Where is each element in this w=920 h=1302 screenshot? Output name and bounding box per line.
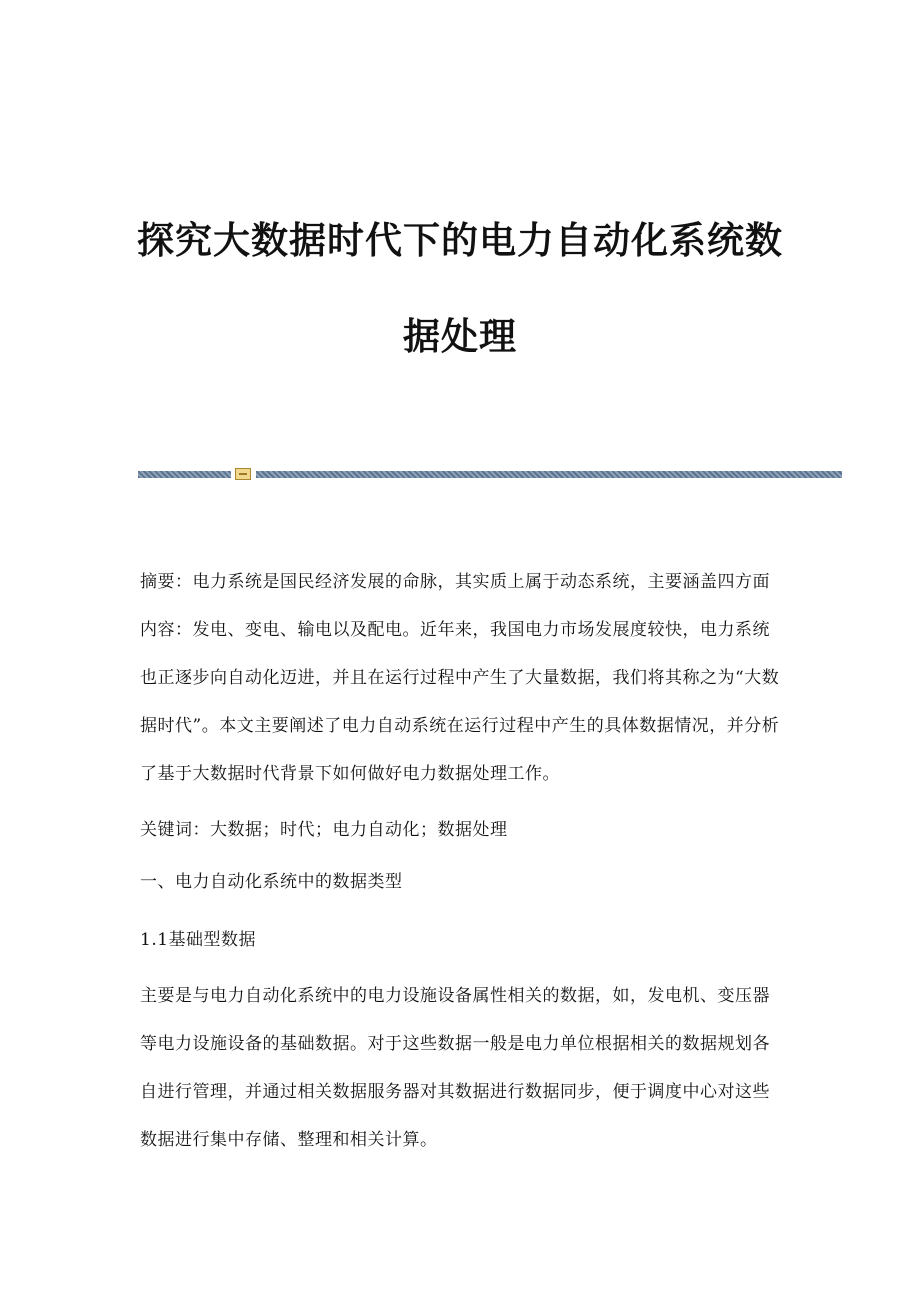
abstract-paragraph: 摘要：电力系统是国民经济发展的命脉，其实质上属于动态系统，主要涵盖四方面内容：发电、变电、输电以及配电。近年来，我国电力市场发展度较快，电力系统也正逐步向自动化迈进，并且在运行过程中产生了大量数据，我们将其称之为“大数据时代”。本文主要阐述了电力自动系统在运行过程中产生的具体数据情况，并分析了基于大数据时代背景下如何做好电力数据处理工作。 (140, 572, 780, 784)
document-title-line-1: 探究大数据时代下的电力自动化系统数 (137, 219, 783, 262)
body-paragraph: 主要是与电力自动化系统中的电力设施设备属性相关的数据，如，发电机、变压器等电力设施设备的基础数据。对于这些数据一般是电力单位根据相关的数据规划各自进行管理，并通过相关数据服务器对其数据进行数据同步，便于调度中心对这些数据进行集中存储、整理和相关计算。 (140, 986, 770, 1150)
title-divider-right (256, 471, 842, 478)
divider-ornament-icon (235, 468, 251, 480)
document-title-line-2: 据处理 (403, 315, 517, 358)
title-divider-left (138, 471, 231, 478)
subsection-heading: 1.1基础型数据 (140, 930, 257, 950)
keywords-line: 关键词：大数据；时代；电力自动化；数据处理 (140, 820, 508, 840)
section-heading: 一、电力自动化系统中的数据类型 (140, 872, 403, 892)
